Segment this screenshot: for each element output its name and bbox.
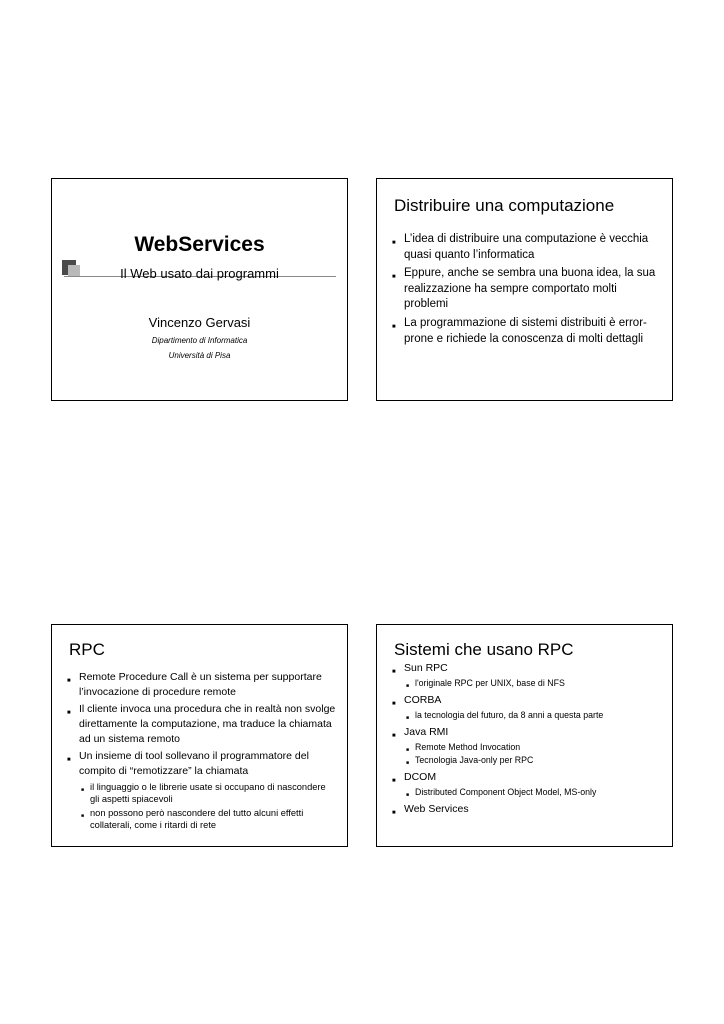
- bullet-text: Java RMI: [404, 726, 449, 738]
- author-name: Vincenzo Gervasi: [148, 315, 251, 330]
- bullet-icon: ■: [67, 678, 71, 684]
- bullet-text: L’idea di distribuire una computazione è vecchia quasi quanto l’informatica: [404, 233, 649, 261]
- bullet-icon: ■: [67, 710, 71, 716]
- slide-sistemi: [376, 624, 673, 847]
- bullet-text: non possono però nascondere del tutto alcuni effetti collaterali, come i ritardi di rete: [90, 808, 304, 830]
- sub-bullet-item: [405, 754, 662, 766]
- bullet-item: [391, 232, 662, 263]
- bullet-text: Sun RPC: [404, 662, 448, 674]
- sub-bullet-item: [80, 781, 337, 805]
- bullet-text: la tecnologia del futuro, da 8 anni a questa parte: [415, 710, 604, 720]
- bullet-icon: ■: [81, 813, 85, 819]
- bullet-item: [391, 770, 662, 785]
- bullet-item: [391, 661, 662, 676]
- bullet-text: Remote Method Invocation: [415, 742, 521, 752]
- slide-heading: RPC: [69, 640, 105, 659]
- bullet-text: Distributed Component Object Model, MS-only: [415, 787, 597, 797]
- bullet-text: La programmazione di sistemi distribuiti è error-prone e richiede la conoscenza di molti dettagli: [404, 316, 647, 345]
- bullet-item: [391, 802, 662, 817]
- bullet-icon: ■: [392, 733, 396, 739]
- slide-distribuire: [376, 178, 673, 401]
- bullet-text: Eppure, anche se sembra una buona idea, la sua realizzazione ha sempre comportato molti problemi: [404, 267, 656, 311]
- slide-rpc: [51, 624, 348, 847]
- slide-heading: Distribuire una computazione: [394, 196, 615, 215]
- bullet-item: [391, 266, 662, 313]
- slide-heading: Sistemi che usano RPC: [394, 640, 574, 659]
- bullet-icon: ■: [81, 787, 85, 793]
- bullet-icon: ■: [392, 323, 396, 330]
- bullet-icon: ■: [392, 810, 396, 816]
- department: Dipartimento di Informatica: [151, 336, 248, 345]
- bullet-text: Il cliente invoca una procedura che in realtà non svolge direttamente la computazione, ma traduce la chiamata ad un sistema remoto: [79, 703, 336, 745]
- bullet-icon: ■: [392, 701, 396, 707]
- bullet-icon: ■: [406, 747, 410, 753]
- university: Università di Pisa: [168, 351, 231, 360]
- sub-bullet-item: [80, 807, 337, 831]
- presentation-subtitle: Il Web usato dai programmi: [120, 266, 279, 281]
- bullet-icon: ■: [406, 792, 410, 798]
- sub-bullet-item: [405, 677, 662, 689]
- bullet-icon: ■: [392, 778, 396, 784]
- bullet-item: [66, 749, 337, 779]
- sub-bullet-item: [405, 786, 662, 798]
- presentation-title: WebServices: [134, 233, 265, 256]
- slide-title: [51, 178, 348, 401]
- bullet-icon: ■: [67, 757, 71, 763]
- sub-bullet-item: [405, 709, 662, 721]
- bullet-list: [66, 670, 337, 833]
- bullet-list: [391, 661, 662, 818]
- bullet-icon: ■: [392, 274, 396, 281]
- bullet-icon: ■: [406, 683, 410, 689]
- bullet-text: Un insieme di tool sollevano il programmatore del compito di “remotizzare” la chiamata: [79, 750, 309, 777]
- bullet-item: [66, 670, 337, 700]
- bullet-text: CORBA: [404, 694, 442, 706]
- bullet-text: Tecnologia Java-only per RPC: [415, 755, 534, 765]
- bullet-list: [391, 232, 662, 350]
- bullet-text: il linguaggio o le librerie usate si occupano di nascondere gli aspetti spiacevoli: [90, 782, 326, 804]
- bullet-icon: ■: [392, 240, 396, 246]
- bullet-item: [391, 693, 662, 708]
- bullet-icon: ■: [392, 669, 396, 675]
- bullet-item: [391, 316, 662, 347]
- bullet-item: [66, 702, 337, 747]
- sub-bullet-item: [405, 741, 662, 753]
- bullet-text: Remote Procedure Call è un sistema per supportare l’invocazione di procedure remote: [79, 671, 322, 698]
- bullet-text: l'originale RPC per UNIX, base di NFS: [415, 678, 565, 688]
- bullet-icon: ■: [406, 760, 410, 766]
- bullet-text: Web Services: [404, 803, 469, 815]
- bullet-icon: ■: [406, 715, 410, 721]
- bullet-item: [391, 725, 662, 740]
- bullet-text: DCOM: [404, 771, 437, 783]
